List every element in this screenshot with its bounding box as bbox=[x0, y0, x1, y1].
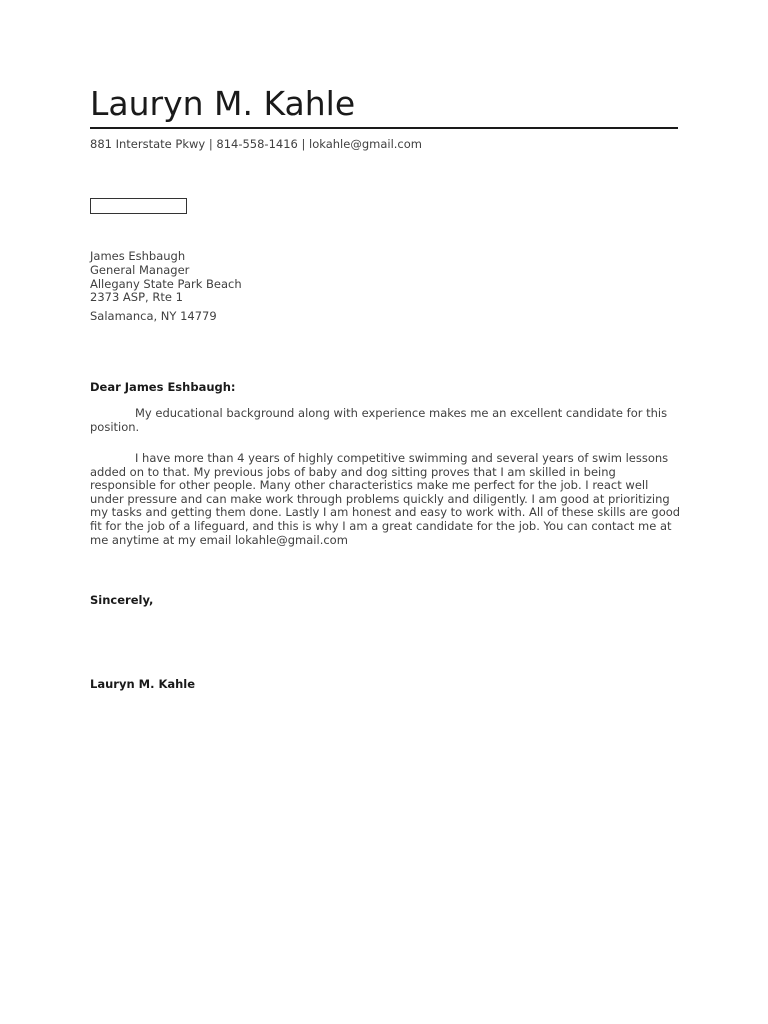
header-divider bbox=[90, 127, 678, 129]
recipient-city: Salamanca, NY 14779 bbox=[90, 309, 217, 324]
recipient-name: James Eshbaugh bbox=[90, 249, 186, 263]
recipient-title: General Manager bbox=[90, 262, 190, 277]
sender-contact-line: 881 Interstate Pkwy | 814-558-1416 | lokahle@gmail.com bbox=[90, 137, 422, 151]
sender-name-heading: Lauryn M. Kahle bbox=[90, 84, 356, 123]
body-paragraph-2 bbox=[90, 452, 682, 547]
closing: Sincerely, bbox=[90, 593, 154, 607]
signature-name: Lauryn M. Kahle bbox=[90, 677, 196, 691]
salutation: Dear James Eshbaugh: bbox=[90, 380, 236, 394]
recipient-organization: Allegany State Park Beach bbox=[90, 276, 242, 291]
body-paragraph-2-text: I have more than 4 years of highly competitive swimming and several years of swim lessons added on to that. My previous jobs of baby and dog sitting proves that I am skilled in being responsible for other people. Many other characteristics make me perfect for the job. I react well under pressure and can make work through problems quickly and diligently. I am good at prioritizing my tasks and getting them done. Lastly I am honest and easy to work with. All of these skills are good fit for the job of a lifeguard, and this is why I am a great candidate for the job. You can contact me at me anytime at my email lokahle@gmail.com bbox=[90, 451, 681, 547]
body-paragraph-1-text: My educational background along with experience makes me an excellent candidate for this position. bbox=[90, 406, 668, 434]
body-paragraph-1 bbox=[90, 407, 682, 434]
recipient-street: 2373 ASP, Rte 1 bbox=[90, 290, 183, 305]
date-field[interactable] bbox=[90, 198, 187, 214]
recipient-address-block bbox=[90, 250, 242, 324]
